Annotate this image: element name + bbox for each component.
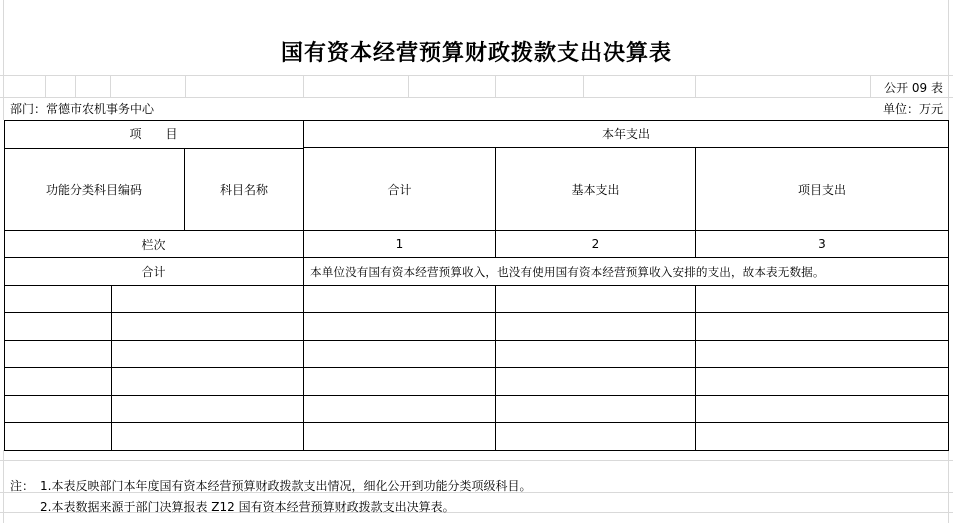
page-title: 国有资本经营预算财政拨款支出决算表: [280, 40, 672, 66]
header-item: 项 目: [129, 127, 178, 141]
header-func-code: 功能分类科目编码: [45, 182, 142, 197]
header-subject-name: 科目名称: [219, 182, 268, 197]
row-index-col2: 2: [591, 237, 600, 251]
total-row-label: 合计: [141, 265, 166, 279]
header-total: 合计: [387, 182, 412, 197]
department-label: 部门：常德市农机事务中心: [10, 102, 155, 116]
note-line-1: 1.本表反映部门本年度国有资本经营预算财政拨款支出情况，细化公开到功能分类项级科目。: [40, 479, 532, 493]
unit-label: 单位：万元: [882, 102, 943, 116]
note-line-2: 2.本表数据来源于部门决算报表 Z12 国有资本经营预算财政拨款支出决算表。: [40, 500, 455, 514]
row-index-col3: 3: [818, 237, 826, 251]
header-basic-expense: 基本支出: [571, 182, 620, 197]
row-index-col1: 1: [395, 237, 404, 251]
header-current-year-expense: 本年支出: [601, 127, 650, 141]
notes-prefix: 注：: [10, 479, 35, 493]
total-row-message: 本单位没有国有资本经营预算收入，也没有使用国有资本经营预算收入安排的支出，故本表无数据。: [310, 264, 825, 279]
row-index-label: 栏次: [141, 237, 166, 252]
header-project-expense: 项目支出: [797, 182, 846, 197]
form-code: 公开 09 表: [884, 81, 943, 95]
